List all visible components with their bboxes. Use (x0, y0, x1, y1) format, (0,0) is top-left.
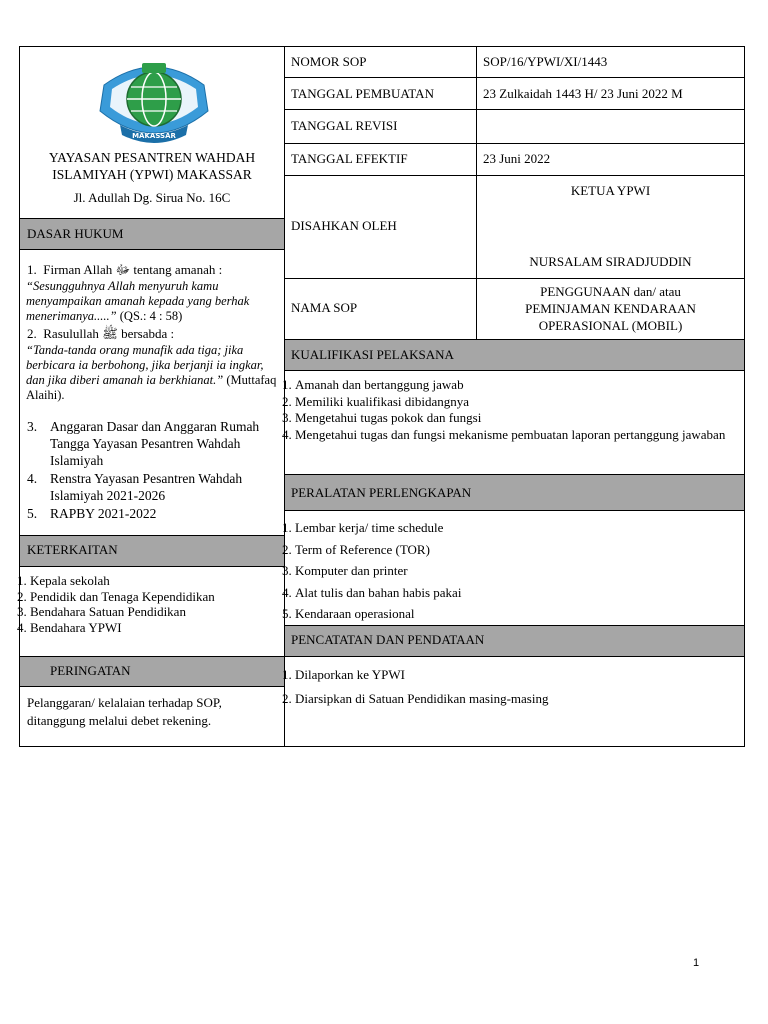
item-number: 1. (27, 262, 44, 277)
list-item: 5. Kendaraan operasional (295, 603, 745, 625)
signer-name: NURSALAM SIRADJUDDIN (529, 254, 692, 269)
table-line (284, 278, 745, 279)
ypwi-logo (98, 55, 210, 145)
dasar-hukum-title: DASAR HUKUM (27, 226, 124, 241)
table-line (284, 143, 745, 144)
list-item: 4. Bendahara YPWI (30, 620, 312, 636)
tanggal-efektif-value: 23 Juni 2022 (483, 151, 551, 166)
table-line (19, 686, 285, 687)
list-item: 4. Mengetahui tugas dan fungsi mekanisme pembuatan laporan pertanggung jawaban (295, 427, 745, 444)
keterkaitan-title: KETERKAITAN (27, 542, 118, 557)
table-line (284, 77, 745, 78)
peringatan-title: PERINGATAN (50, 663, 131, 678)
table-line (284, 474, 745, 475)
peralatan-list (265, 517, 745, 625)
list-item: 2. Term of Reference (TOR) (295, 539, 745, 561)
tanggal-efektif-label: TANGGAL EFEKTIF (291, 151, 408, 166)
quote-text: “Sesungguhnya Allah menyuruh kamu menyampaikan amanah kepada yang berhak menerimanya.....” (26, 279, 250, 323)
logo-text: MAKASSAR (132, 132, 176, 140)
table-border (19, 46, 20, 747)
list-item: 3. Komputer dan printer (295, 560, 745, 582)
list-item: 3. Bendahara Satuan Pendidikan (30, 604, 312, 620)
kualifikasi-list (265, 377, 745, 443)
nomor-sop-value: SOP/16/YPWI/XI/1443 (483, 54, 608, 69)
nama-sop-line: PENGGUNAAN dan/ atau (540, 284, 681, 299)
table-line (284, 175, 745, 176)
page-number: 1 (693, 957, 700, 969)
nama-sop-label: NAMA SOP (291, 300, 358, 315)
table-border (19, 46, 745, 47)
table-line (284, 339, 745, 340)
quote-ref: (QS.: 4 : 58) (116, 309, 183, 323)
dasar-hukum-item-2 (27, 326, 277, 341)
table-line (284, 656, 745, 657)
dasar-hukum-item-4 (27, 470, 277, 504)
list-item: 2. Memiliki kualifikasi dibidangnya (295, 394, 745, 411)
table-line (19, 656, 285, 657)
list-item: 4. Alat tulis dan bahan habis pakai (295, 582, 745, 604)
item-text: Firman Allah ﷻ tentang amanah : (43, 262, 223, 277)
table-line (19, 535, 285, 536)
table-line (19, 566, 285, 567)
pencatatan-list (265, 663, 745, 711)
item-number: 4. (27, 471, 38, 486)
item-text: Anggaran Dasar dan Anggaran Rumah Tangga Yayasan Pesantren Wahdah Islamiyah (50, 419, 260, 468)
dasar-hukum-item-1 (27, 262, 277, 277)
tanggal-revisi-label: TANGGAL REVISI (291, 118, 398, 133)
item-number: 2. (27, 326, 44, 341)
quote-ref: (Muttafaq Alaihi). (26, 373, 277, 402)
pencatatan-title: PENCATATAN DAN PENDATAAN (291, 632, 485, 647)
nama-sop-line: OPERASIONAL (MOBIL) (538, 318, 683, 333)
table-line (284, 625, 745, 626)
item-text: Rasulullah ﷺ bersabda : (43, 326, 175, 341)
item-number: 3. (27, 419, 38, 434)
table-line (284, 109, 745, 110)
nama-sop-value (477, 283, 744, 334)
dasar-hukum-item-5 (27, 505, 277, 522)
quote-text: “Tanda-tanda orang munafik ada tiga; jika berbicara ia berbohong, jika berjanji ia ingkar, dan jika diberi amanah ia berkhianat.” (26, 343, 264, 387)
nomor-sop-label: NOMOR SOP (291, 54, 367, 69)
item-text: RAPBY 2021-2022 (50, 506, 157, 521)
peralatan-title: PERALATAN PERLENGKAPAN (291, 485, 472, 500)
org-name: YAYASAN PESANTREN WAHDAH ISLAMIYAH (YPWI) MAKASSAR (48, 150, 256, 182)
item-number: 5. (27, 506, 38, 521)
table-line (284, 510, 745, 511)
list-item: 1. Kepala sekolah (30, 573, 312, 589)
table-line (284, 370, 745, 371)
dasar-hukum-quote-2 (26, 343, 278, 403)
table-line (19, 218, 285, 219)
list-item: 2. Diarsipkan di Satuan Pendidikan masing-masing (295, 687, 745, 711)
ketua-title: KETUA YPWI (570, 183, 651, 198)
tanggal-pembuatan-value: 23 Zulkaidah 1443 H/ 23 Juni 2022 M (483, 86, 683, 101)
peringatan-text: Pelanggaran/ kelalaian terhadap SOP, ditanggung melalui debet rekening. (27, 695, 222, 728)
org-address: Jl. Adullah Dg. Sirua No. 16C (73, 190, 231, 205)
list-item: 1. Amanah dan bertanggung jawab (295, 377, 745, 394)
dasar-hukum-quote-1 (26, 279, 280, 324)
kualifikasi-title: KUALIFIKASI PELAKSANA (291, 347, 454, 362)
tanggal-pembuatan-label: TANGGAL PEMBUATAN (291, 86, 434, 101)
item-text: Renstra Yayasan Pesantren Wahdah Islamiyah 2021-2026 (50, 471, 243, 503)
list-item: 1. Dilaporkan ke YPWI (295, 663, 745, 687)
nama-sop-line: PEMINJAMAN KENDARAAN (525, 301, 696, 316)
list-item: 2. Pendidik dan Tenaga Kependidikan (30, 589, 312, 605)
dasar-hukum-item-3 (27, 418, 277, 469)
table-line (19, 249, 285, 250)
disahkan-oleh-label: DISAHKAN OLEH (291, 218, 397, 233)
table-border (19, 746, 745, 747)
list-item: 3. Mengetahui tugas pokok dan fungsi (295, 410, 745, 427)
list-item: 1. Lembar kerja/ time schedule (295, 517, 745, 539)
